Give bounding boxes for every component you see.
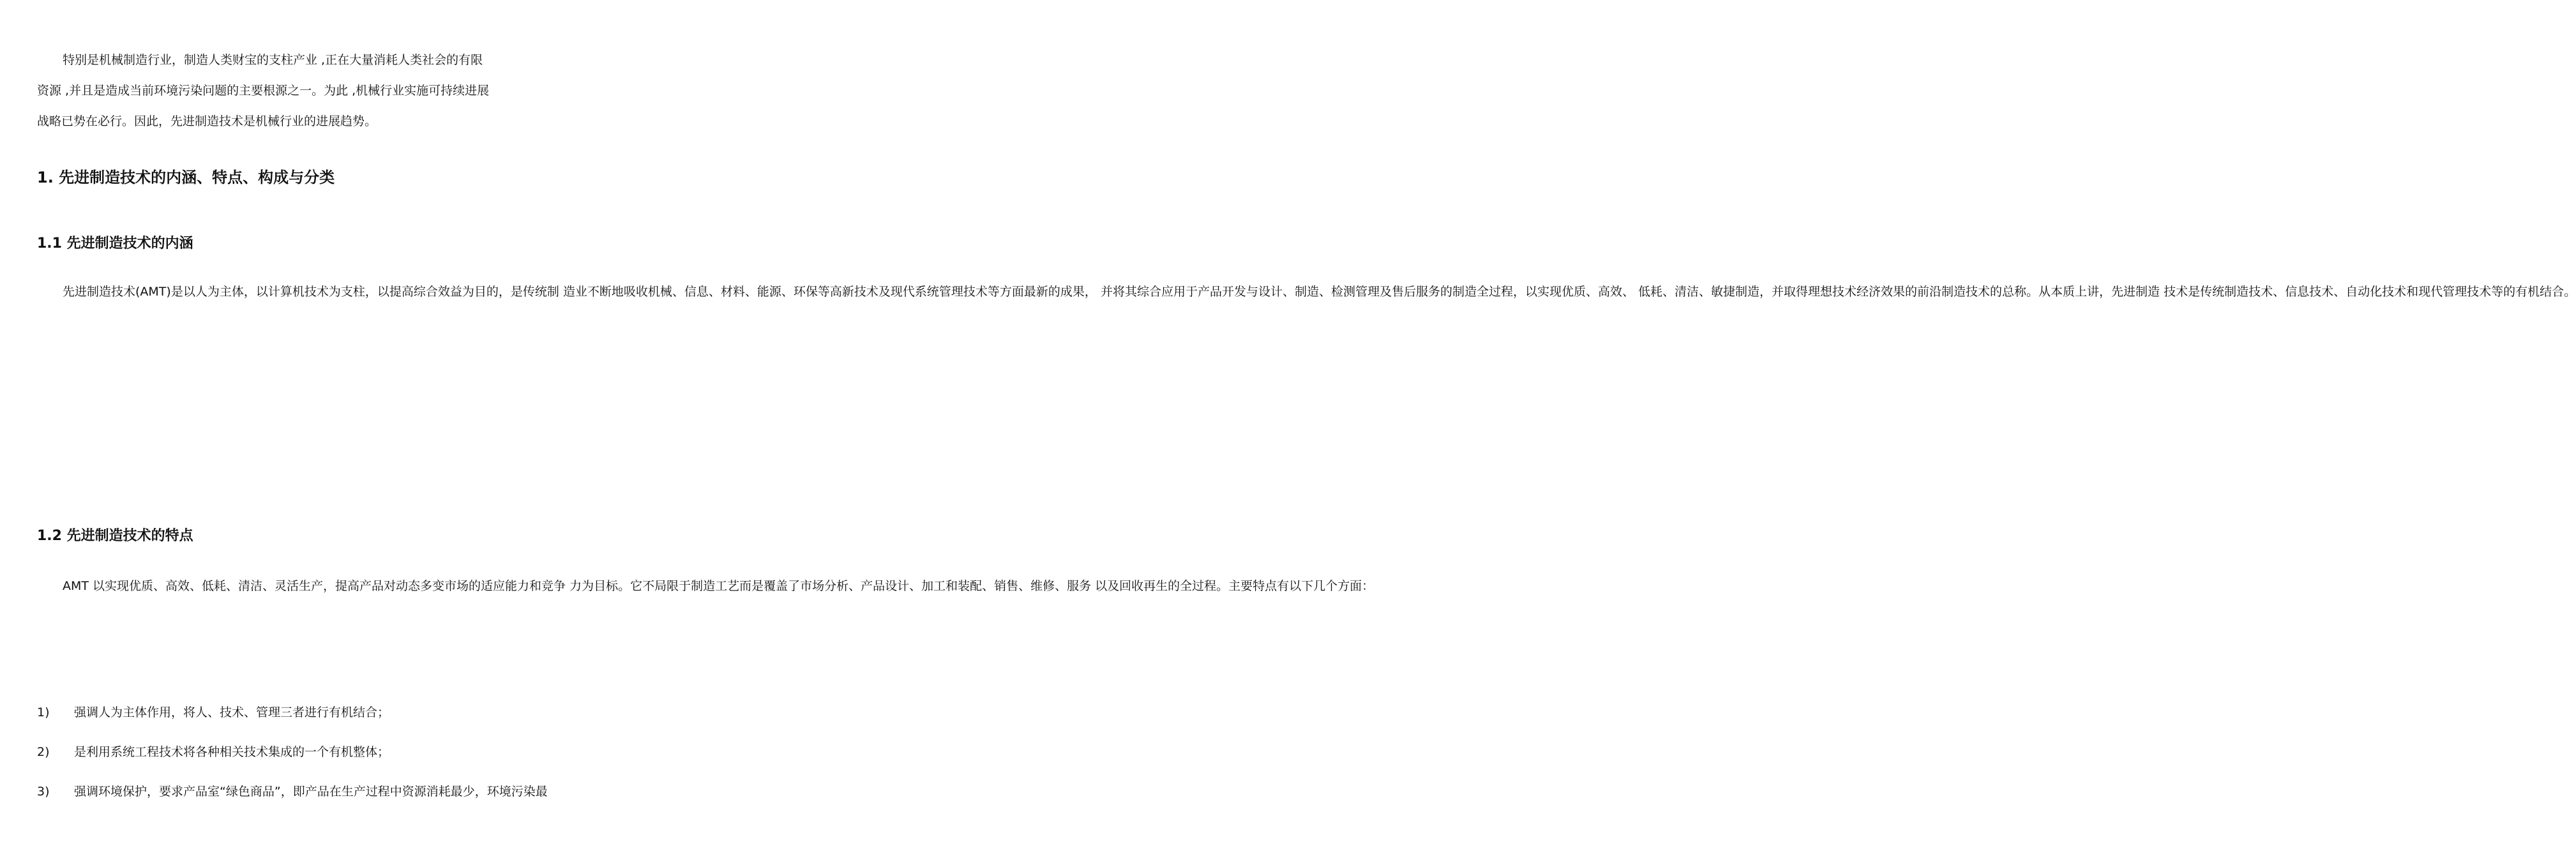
paragraph-line: 造业不断地吸收机械、信息、材料、能源、环保等高新技术及现代系统管理技术等方面最新的成果， (562, 285, 1097, 299)
intro-line: 资源 ,并且是造成当前环境污染问题的主要根源之一。为此 ,机械行业实施可持续进展 (37, 84, 490, 98)
section-1-2-heading: 1.2 先进制造技术的特点 (37, 528, 193, 544)
section-1-heading: 1. 先进制造技术的内涵、特点、构成与分类 (37, 169, 335, 186)
paragraph-line: AMT 以实现优质、高效、低耗、清洁、灵活生产，提高产品对动态多变市场的适应能力和竞争 (63, 579, 566, 593)
list-item-text: 强调人为主体作用，将人、技术、管理三者进行有机结合； (74, 705, 390, 719)
paragraph-line: 技术是传统制造技术、信息技术、自动化技术和现代管理技术等的有机结合。 (2164, 285, 2576, 299)
paragraph-line: 以及回收再生的全过程。主要特点有以下几个方面： (1095, 579, 1375, 593)
paragraph-line: 低耗、清洁、敏捷制造，并取得理想技术经济效果的前沿制造技术的总称。从本质上讲，先进制造 (1638, 285, 2160, 299)
list-item-number: 1) (37, 705, 50, 719)
feature-list (37, 704, 548, 822)
list-item-number: 2) (37, 745, 50, 759)
section-1-2-paragraph (37, 564, 1375, 608)
paragraph-line: 力为目标。它不局限于制造工艺而是覆盖了市场分析、产品设计、加工和装配、销售、维修、服务 (569, 579, 1092, 593)
intro-line: 特别是机械制造行业，制造人类财宝的支柱产业 ,正在大量消耗人类社会的有限 (63, 53, 483, 67)
intro-paragraph (37, 45, 567, 137)
list-item-text: 强调环境保护，要求产品室“绿色商品”，即产品在生产过程中资源消耗最少，环境污染最 (74, 785, 548, 799)
list-item-text: 是利用系统工程技术将各种相关技术集成的一个有机整体； (74, 745, 390, 759)
paragraph-line: 并将其综合应用于产品开发与设计、制造、检测管理及售后服务的制造全过程，以实现优质、高效、 (1100, 285, 1634, 299)
intro-line: 战略已势在必行。因此，先进制造技术是机械行业的进展趋势。 (37, 114, 377, 128)
list-item (37, 743, 548, 783)
list-item-number: 3) (37, 785, 50, 799)
list-item (37, 783, 548, 822)
list-item (37, 704, 548, 743)
paragraph-line: 先进制造技术(AMT)是以人为主体，以计算机技术为支柱，以提高综合效益为目的，是传统制 (63, 285, 559, 299)
section-1-1-heading: 1.1 先进制造技术的内涵 (37, 236, 193, 252)
section-1-1-paragraph (37, 268, 2576, 315)
